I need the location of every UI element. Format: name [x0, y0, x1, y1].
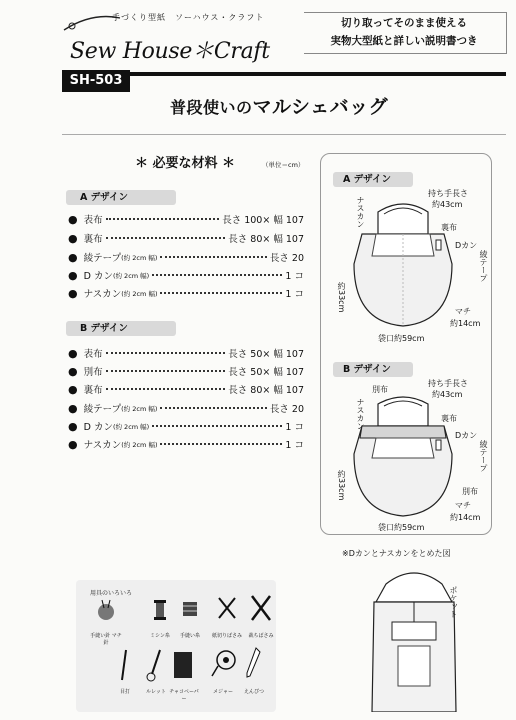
list-item: ● D カン (約 2cm 幅) 1 コ	[68, 268, 304, 282]
tools-title: 用具のいろいろ	[90, 590, 133, 597]
awl-icon	[118, 648, 132, 682]
fabric-scissors-icon	[248, 594, 274, 622]
pincushion-icon	[96, 598, 116, 622]
tool-label: メジャー	[213, 689, 233, 695]
label-opening-b: 袋口約59cm	[378, 523, 425, 532]
tagline-1: 切り取ってそのまま使える	[341, 17, 467, 29]
tool-label: ミシン糸	[150, 633, 170, 639]
tool-label: 目打	[119, 689, 130, 695]
tool-label: 紙切りばさみ	[211, 633, 242, 639]
list-item: ● 裏布 長さ 80× 幅 107	[68, 231, 304, 245]
label-lining: 裏布	[441, 223, 457, 232]
tool-label: ルレット	[146, 689, 166, 695]
label-gusset-length-b: 約14cm	[450, 513, 481, 522]
paper-scissors-icon	[215, 596, 239, 622]
label-nasukan: ナスカン	[356, 196, 365, 228]
list-item: ● ナスカン (約 2cm 幅) 1 コ	[68, 286, 304, 300]
tape-measure-icon	[210, 648, 238, 678]
label-dkan-b: Dカン	[455, 431, 478, 440]
diagram-b-heading: B デザイン	[333, 362, 413, 377]
tool-label: 裁ちばさみ	[248, 633, 274, 639]
brand-subtitle: 手づくり型紙 ソーハウス・クラフト	[112, 13, 265, 22]
label-dkan: Dカン	[455, 241, 478, 250]
label-lining-b: 裏布	[441, 414, 457, 423]
label-handle-length-b: 約43cm	[432, 390, 463, 399]
note-clasped: ※Dカンとナスカンをとめた図	[342, 549, 451, 558]
tagline-2: 実物大型紙と詳しい説明書つき	[330, 35, 478, 47]
list-item: ● 綾テープ (約 2cm 幅) 長さ 20	[68, 401, 304, 415]
tool-label: チャコペーパー	[169, 689, 199, 702]
unit-note: （単位＝cm）	[262, 161, 305, 169]
chalk-paper-icon	[172, 650, 194, 680]
title-prefix: 普段使いの	[170, 98, 253, 117]
label-height: 約33cm	[337, 282, 346, 313]
divider	[62, 134, 506, 135]
label-contrast-b: 別布	[462, 487, 478, 496]
list-item: ● 綾テープ (約 2cm 幅) 長さ 20	[68, 250, 304, 264]
label-tape: 綾テープ	[479, 250, 488, 282]
diagram-a-heading: A デザイン	[333, 172, 413, 187]
label-nasukan-b: ナスカン	[356, 398, 365, 430]
label-gusset: マチ	[455, 307, 471, 316]
pattern-code: SH-503	[62, 70, 130, 92]
label-handle: 持ち手長さ	[428, 189, 468, 198]
label-contrast: 別布	[372, 385, 388, 394]
tracing-wheel-icon	[146, 648, 166, 682]
page-title	[170, 92, 388, 119]
list-item: ● 表布 長さ 100× 幅 107	[68, 212, 304, 226]
label-opening: 袋口約59cm	[378, 334, 425, 343]
list-item: ● 裏布 長さ 80× 幅 107	[68, 382, 304, 396]
list-item: ● 別布 長さ 50× 幅 107	[68, 364, 304, 378]
tool-label: えんぴつ	[243, 689, 264, 695]
materials-title: ＊ 必要な材料 ＊	[135, 156, 236, 171]
list-item: ● ナスカン (約 2cm 幅) 1 コ	[68, 437, 304, 451]
label-pocket: ポケット	[449, 586, 458, 618]
design-b-heading: B デザイン	[66, 321, 176, 336]
thread-icon	[180, 598, 200, 622]
label-handle-length: 約43cm	[432, 200, 463, 209]
label-gusset-b: マチ	[455, 501, 471, 510]
spool-icon	[150, 598, 170, 622]
tool-label: 手縫い糸	[179, 633, 200, 639]
design-a-heading: A デザイン	[66, 190, 176, 205]
label-gusset-length: 約14cm	[450, 319, 481, 328]
pencil-icon	[244, 646, 262, 680]
title-main: マルシェバッグ	[252, 96, 389, 118]
brand-logo: Sew House＊Craft	[70, 39, 270, 64]
list-item: ● D カン (約 2cm 幅) 1 コ	[68, 419, 304, 433]
bag-open-illustration	[366, 562, 462, 712]
label-tape-b: 綾テープ	[479, 440, 488, 472]
label-height-b: 約33cm	[337, 470, 346, 501]
label-handle-b: 持ち手長さ	[428, 379, 468, 388]
list-item: ● 表布 長さ 50× 幅 107	[68, 346, 304, 360]
tool-label: 手縫い針 マチ針	[90, 633, 122, 646]
